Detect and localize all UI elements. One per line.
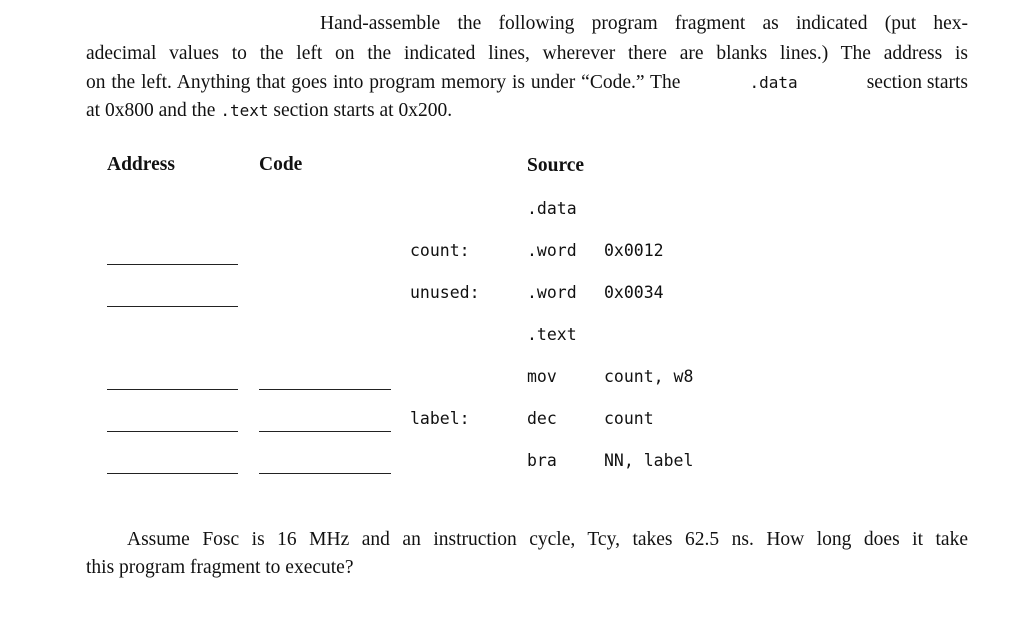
intro-line-3-end: section starts — [866, 72, 968, 93]
source-arg: 0x0012 — [604, 241, 664, 260]
address-blank[interactable] — [107, 473, 238, 474]
code-blank[interactable] — [259, 431, 391, 432]
address-blank[interactable] — [107, 431, 238, 432]
address-blank[interactable] — [107, 306, 238, 307]
source-label: label: — [410, 409, 470, 428]
source-arg: count, w8 — [604, 367, 694, 386]
intro-line-4-end: section starts at 0x200. — [273, 100, 453, 121]
intro-line-4-text: at 0x800 and the — [86, 100, 216, 121]
intro-line-4 — [86, 99, 452, 123]
question-line-1: Assume Fosc is 16 MHz and an instruction cycle, Tcy, takes 62.5 ns. How long does it take — [127, 529, 968, 550]
intro-line-3 — [86, 71, 968, 95]
code-header: Code — [259, 154, 303, 175]
address-header: Address — [107, 154, 175, 175]
source-header: Source — [527, 155, 585, 176]
source-op: bra — [527, 451, 557, 470]
source-label: unused: — [410, 283, 480, 302]
code-blank[interactable] — [259, 389, 391, 390]
source-arg: 0x0034 — [604, 283, 664, 302]
source-op: .data — [527, 199, 577, 218]
source-op: mov — [527, 367, 557, 386]
address-blank[interactable] — [107, 389, 238, 390]
source-op: dec — [527, 409, 557, 428]
question-line-2: this program fragment to execute? — [86, 557, 354, 578]
source-label: count: — [410, 241, 470, 260]
intro-line-2: adecimal values to the left on the indicated lines, wherever there are blanks lines.) The address is — [86, 43, 968, 64]
source-op: .word — [527, 283, 577, 302]
data-directive-inline: .data — [749, 73, 798, 92]
source-arg: NN, label — [604, 451, 694, 470]
intro-line-3-text: on the left. Anything that goes into program memory is under “Code.” The — [86, 72, 681, 93]
text-directive-inline: .text — [220, 101, 269, 120]
intro-line-1: Hand-assemble the following program fragment as indicated (put hex- — [320, 13, 968, 34]
address-blank[interactable] — [107, 264, 238, 265]
source-op: .text — [527, 325, 577, 344]
code-blank[interactable] — [259, 473, 391, 474]
source-op: .word — [527, 241, 577, 260]
source-arg: count — [604, 409, 654, 428]
